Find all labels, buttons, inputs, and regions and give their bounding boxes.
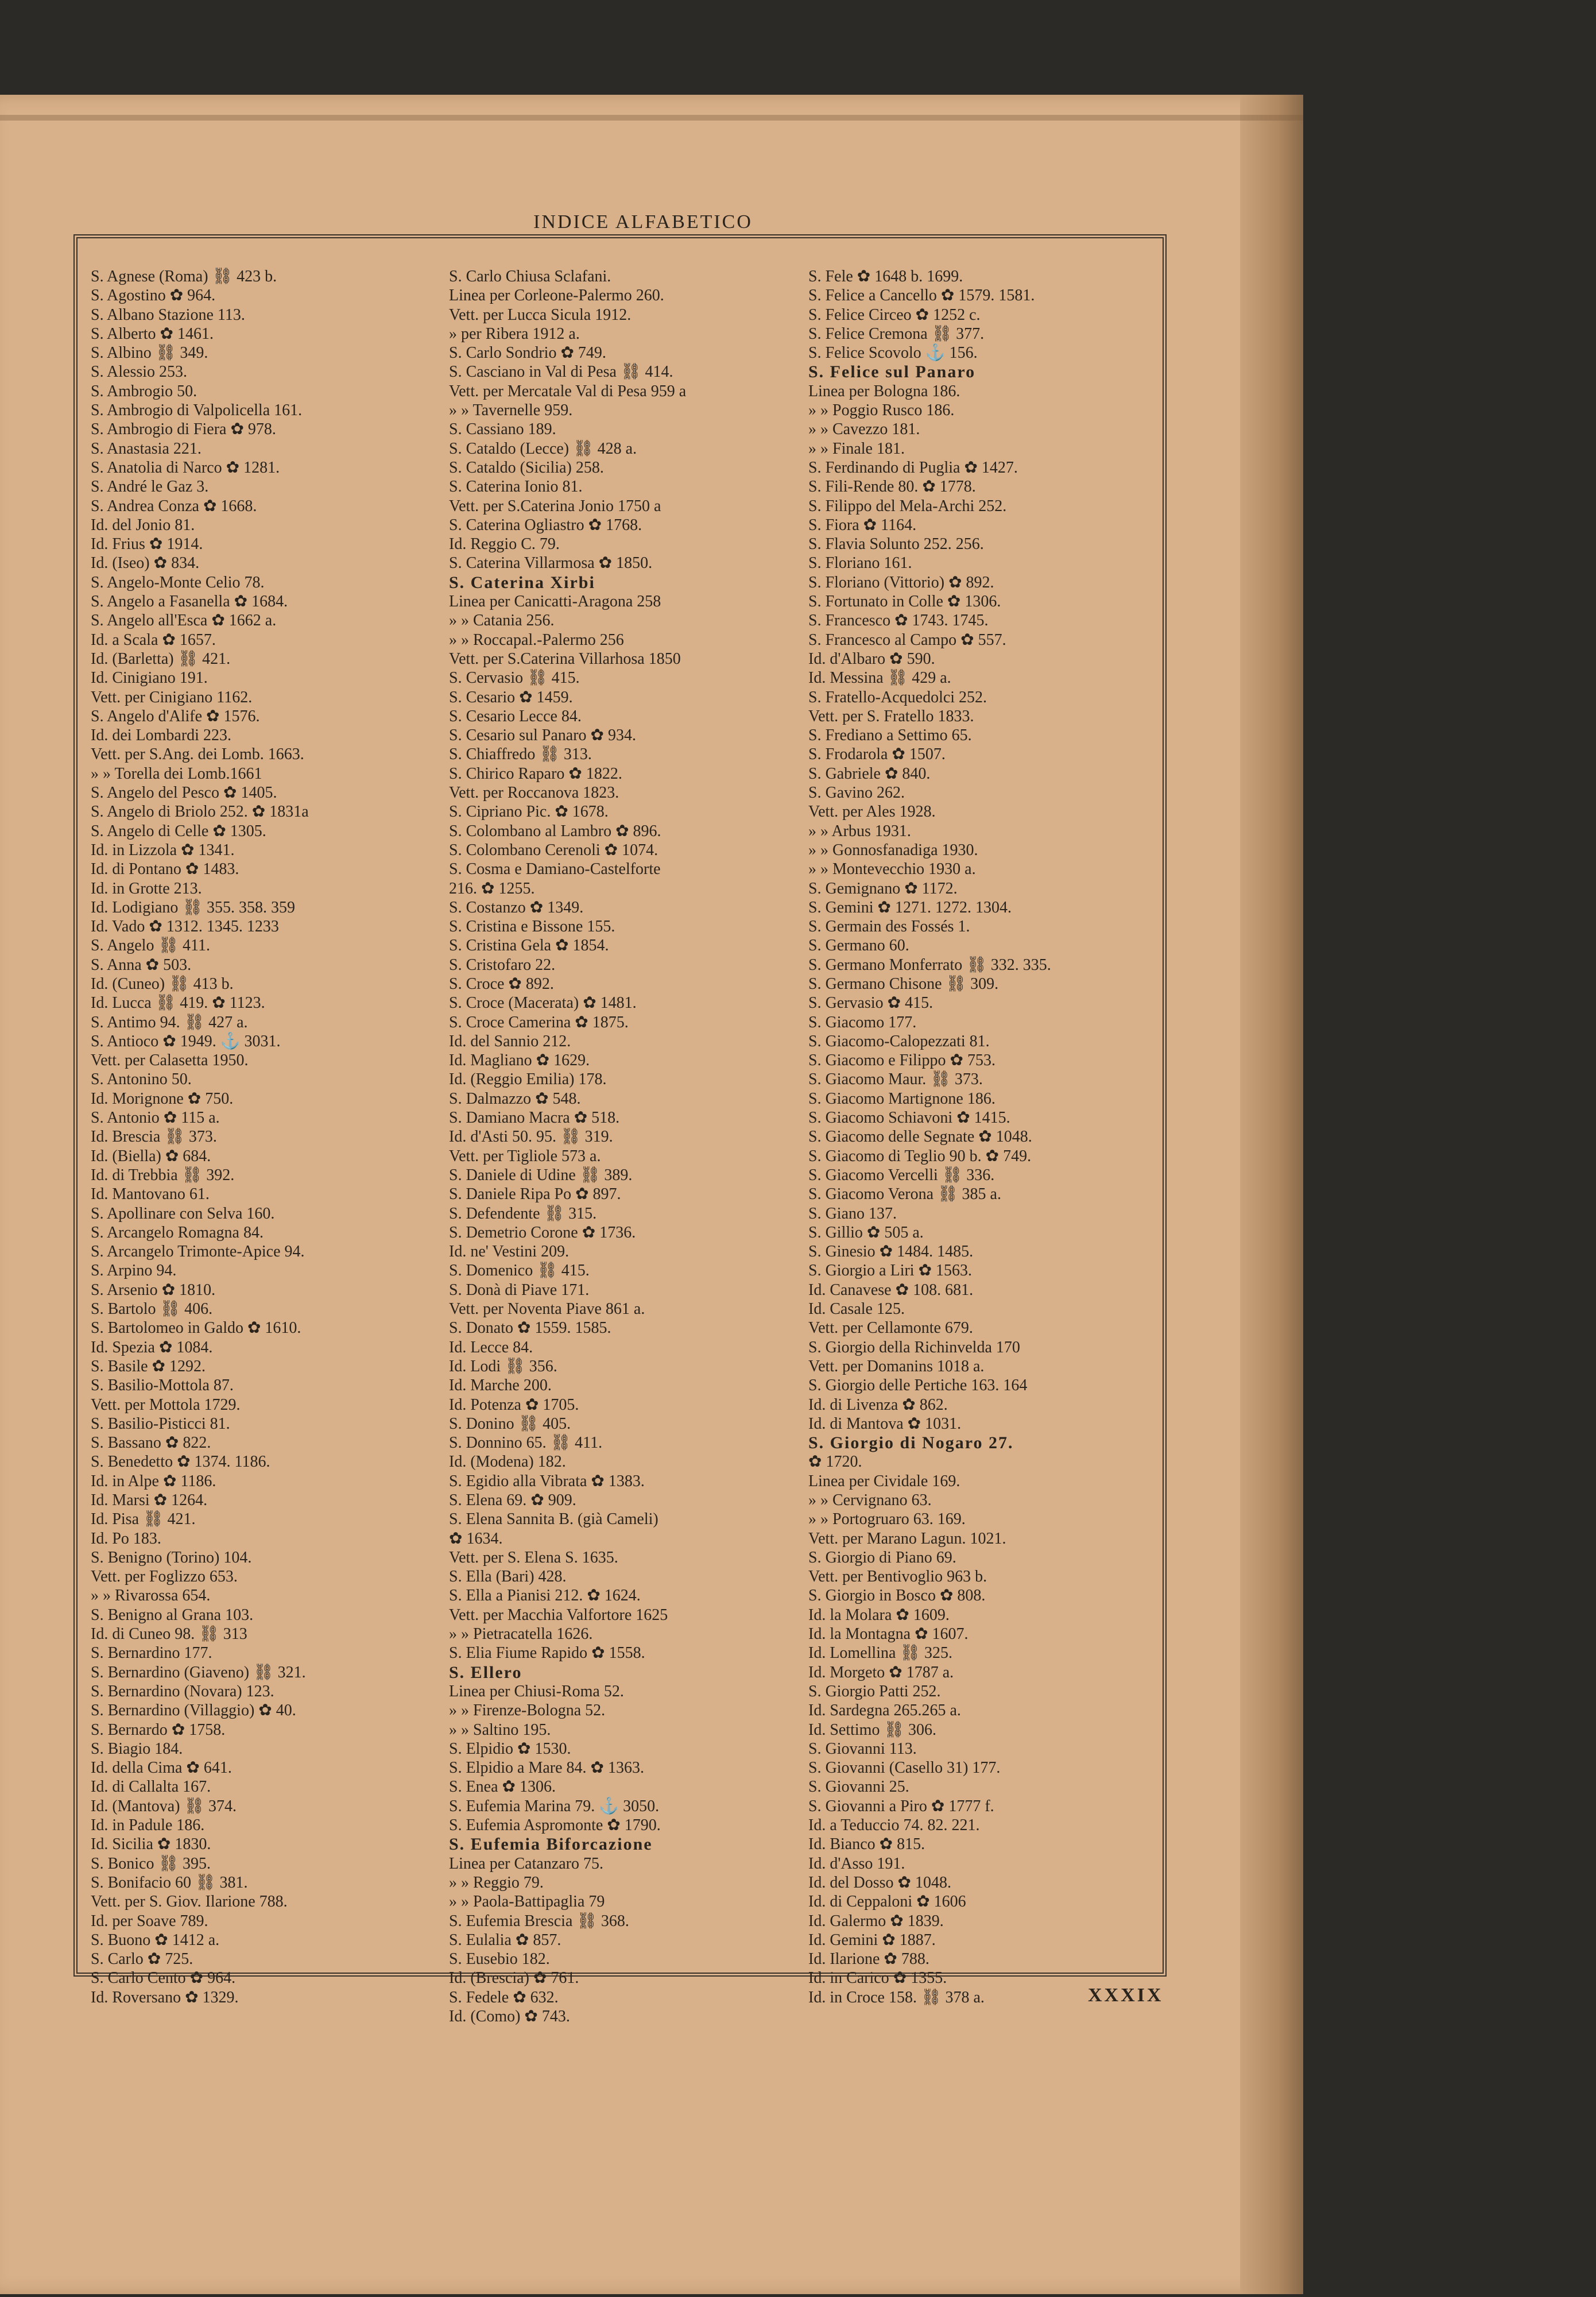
index-entry: Id. in Lizzola ✿ 1341. <box>91 841 235 859</box>
index-entry: S. Cesario sul Panaro ✿ 934. <box>449 726 636 745</box>
index-entry: S. Anastasia 221. <box>91 439 202 458</box>
index-entry: S. Angelo di Briolo 252. ✿ 1831a <box>91 803 309 821</box>
index-entry: Vett. per S. Fratello 1833. <box>808 707 974 725</box>
index-entry: S. Fiora ✿ 1164. <box>808 516 917 534</box>
index-entry: S. Arsenio ✿ 1810. <box>91 1281 216 1299</box>
index-entry: S. Giorgio delle Pertiche 163. 164 <box>808 1376 1028 1395</box>
index-entry: S. Albano Stazione 113. <box>91 306 245 324</box>
index-entry: S. Felice Scovolo ⚓ 156. <box>808 344 978 362</box>
index-entry: S. Egidio alla Vibrata ✿ 1383. <box>449 1472 645 1490</box>
index-entry: Linea per Canicatti-Aragona 258 <box>449 593 661 611</box>
index-entry: S. Ferdinando di Puglia ✿ 1427. <box>808 458 1018 477</box>
index-entry: » » Tavernelle 959. <box>449 401 573 420</box>
index-entry: Id. la Montagna ✿ 1607. <box>808 1625 969 1644</box>
index-entry: S. Agostino ✿ 964. <box>91 287 216 305</box>
index-entry: S. Ambrogio di Valpolicella 161. <box>91 401 303 420</box>
index-entry: S. Croce ✿ 892. <box>449 975 554 993</box>
index-entry: S. Eulalia ✿ 857. <box>449 1931 561 1949</box>
index-entry: Linea per Catanzaro 75. <box>449 1854 603 1873</box>
index-entry: S. Donnino 65. ⛓ 411. <box>449 1434 603 1452</box>
index-entry: S. Giovanni 113. <box>808 1739 917 1758</box>
index-column-3 <box>808 267 1153 2007</box>
index-entry: Id. Bianco ✿ 815. <box>808 1835 925 1854</box>
index-entry: Id. Brescia ⛓ 373. <box>91 1128 217 1146</box>
index-entry: S. Bernardino (Villaggio) ✿ 40. <box>91 1702 296 1720</box>
index-entry: Id. Marche 200. <box>449 1376 552 1395</box>
index-entry: S. Eufemia Biforcazione <box>449 1835 653 1854</box>
index-entry: Vett. per Lucca Sicula 1912. <box>449 306 632 324</box>
index-entry: Id. Magliano ✿ 1629. <box>449 1051 590 1070</box>
index-entry: Id. dei Lombardi 223. <box>91 726 231 745</box>
index-entry: Vett. per Macchia Valfortore 1625 <box>449 1606 668 1624</box>
index-entry: S. Basilio-Mottola 87. <box>91 1376 234 1395</box>
index-entry: S. Cristofaro 22. <box>449 956 556 974</box>
index-entry: S. Caterina Ionio 81. <box>449 478 583 496</box>
index-entry: Id. Sardegna 265.265 a. <box>808 1702 961 1720</box>
index-entry: Id. di Ceppaloni ✿ 1606 <box>808 1893 966 1911</box>
index-entry: S. Bonico ⛓ 395. <box>91 1854 211 1873</box>
index-entry: S. Alessio 253. <box>91 363 188 381</box>
index-entry: Id. di Mantova ✿ 1031. <box>808 1414 962 1433</box>
index-entry: S. Giacomo Schiavoni ✿ 1415. <box>808 1109 1010 1127</box>
page-number: XXXIX <box>1088 1985 1164 2006</box>
index-entry: S. Bartolomeo in Galdo ✿ 1610. <box>91 1319 301 1337</box>
index-entry: S. Germano Monferrato ⛓ 332. 335. <box>808 956 1051 974</box>
index-entry: S. Bonifacio 60 ⛓ 381. <box>91 1873 248 1892</box>
index-entry: Id. in Croce 158. ⛓ 378 a. <box>808 1988 985 2006</box>
index-entry: Id. Lodigiano ⛓ 355. 358. 359 <box>91 898 295 917</box>
index-entry: S. Frediano a Settimo 65. <box>808 726 972 745</box>
index-entry: Id. Ilarione ✿ 788. <box>808 1950 929 1969</box>
index-entry: S. Basile ✿ 1292. <box>91 1357 206 1375</box>
index-entry: S. Donino ⛓ 405. <box>449 1414 571 1433</box>
index-entry: Id. (Reggio Emilia) 178. <box>449 1070 607 1089</box>
index-entry: S. Giovanni (Casello 31) 177. <box>808 1759 1001 1777</box>
index-entry: Id. Vado ✿ 1312. 1345. 1233 <box>91 918 279 936</box>
page-title: INDICE ALFABETICO <box>533 211 753 233</box>
index-entry: S. Giacomo Verona ⛓ 385 a. <box>808 1185 1001 1204</box>
index-entry: Id. della Cima ✿ 641. <box>91 1759 232 1777</box>
index-entry: S. Alberto ✿ 1461. <box>91 324 214 343</box>
index-entry: S. Buono ✿ 1412 a. <box>91 1931 220 1949</box>
index-entry: S. Felice sul Panaro <box>808 362 976 382</box>
index-entry: » » Poggio Rusco 186. <box>808 401 955 420</box>
index-entry: S. Anatolia di Narco ✿ 1281. <box>91 458 280 477</box>
index-entry: S. André le Gaz 3. <box>91 478 209 496</box>
index-entry: S. Angelo all'Esca ✿ 1662 a. <box>91 612 277 630</box>
index-entry: S. Giovanni a Piro ✿ 1777 f. <box>808 1797 994 1815</box>
index-entry: S. Giacomo Vercelli ⛓ 336. <box>808 1166 995 1184</box>
index-entry: S. Fratello-Acquedolci 252. <box>808 688 987 706</box>
index-entry: S. Caterina Ogliastro ✿ 1768. <box>449 516 642 534</box>
index-entry: » » Rivarossa 654. <box>91 1587 211 1605</box>
index-entry: 216. ✿ 1255. <box>449 879 535 898</box>
index-entry: S. Elena 69. ✿ 909. <box>449 1491 576 1509</box>
index-entry: Id. ne' Vestini 209. <box>449 1243 570 1261</box>
index-entry: » » Catania 256. <box>449 612 555 630</box>
index-entry: S. Basilio-Pisticci 81. <box>91 1414 230 1433</box>
index-entry: Vett. per Mercatale Val di Pesa 959 a <box>449 382 687 400</box>
index-entry: S. Angelo d'Alife ✿ 1576. <box>91 707 260 725</box>
index-entry: Id. (Como) ✿ 743. <box>449 2008 570 2026</box>
index-entry: S. Domenico ⛓ 415. <box>449 1262 590 1280</box>
index-entry: S. Angelo-Monte Celio 78. <box>91 573 265 591</box>
index-entry: ✿ 1634. <box>449 1529 503 1548</box>
index-entry: Id. Gemini ✿ 1887. <box>808 1931 936 1949</box>
index-entry: Id. Galermo ✿ 1839. <box>808 1912 944 1930</box>
index-entry: S. Elpidio ✿ 1530. <box>449 1739 571 1758</box>
index-entry: » » Gonnosfanadiga 1930. <box>808 841 978 859</box>
index-entry: S. Cristina Gela ✿ 1854. <box>449 937 609 955</box>
index-entry: S. Ellero <box>449 1662 522 1682</box>
index-entry: S. Germano 60. <box>808 937 909 955</box>
index-entry: S. Giacomo 177. <box>808 1013 917 1031</box>
index-entry: Id. del Dosso ✿ 1048. <box>808 1873 952 1892</box>
index-entry: S. Felice a Cancello ✿ 1579. 1581. <box>808 287 1035 305</box>
index-entry: S. Apollinare con Selva 160. <box>91 1204 275 1223</box>
index-entry: S. Caterina Xirbi <box>449 573 595 592</box>
index-entry: S. Gillio ✿ 505 a. <box>808 1223 924 1242</box>
index-entry: Id. Lecce 84. <box>449 1338 533 1356</box>
index-entry: S. Elena Sannita B. (già Cameli) <box>449 1510 658 1529</box>
index-entry: Id. Po 183. <box>91 1529 161 1548</box>
page-top-shadow <box>0 115 1303 121</box>
index-entry: Vett. per S. Giov. Ilarione 788. <box>91 1893 288 1911</box>
index-entry: Vett. per S.Caterina Jonio 1750 a <box>449 497 661 515</box>
index-entry: S. Ambrogio 50. <box>91 382 197 400</box>
index-entry: » » Pietracatella 1626. <box>449 1625 593 1644</box>
index-entry: S. Elpidio a Mare 84. ✿ 1363. <box>449 1759 644 1777</box>
index-entry: S. Arpino 94. <box>91 1262 177 1280</box>
index-entry: S. Croce Camerina ✿ 1875. <box>449 1013 629 1031</box>
index-entry: Vett. per Tigliole 573 a. <box>449 1147 601 1165</box>
index-entry: » » Torella dei Lomb.1661 <box>91 764 262 783</box>
index-entry: Id. a Teduccio 74. 82. 221. <box>808 1816 980 1835</box>
index-entry: S. Felice Cremona ⛓ 377. <box>808 324 985 343</box>
index-entry: S. Giovanni 25. <box>808 1778 909 1796</box>
index-entry: S. Chirico Raparo ✿ 1822. <box>449 764 622 783</box>
index-entry: S. Filippo del Mela-Archi 252. <box>808 497 1007 515</box>
index-entry: S. Gervasio ✿ 415. <box>808 994 933 1012</box>
index-entry: Id. in Padule 186. <box>91 1816 205 1835</box>
index-entry: S. Biagio 184. <box>91 1739 183 1758</box>
index-entry: Id. Morgeto ✿ 1787 a. <box>808 1663 954 1681</box>
index-entry: S. Benigno al Grana 103. <box>91 1606 254 1624</box>
index-entry: S. Gabriele ✿ 840. <box>808 764 931 783</box>
index-entry: S. Carlo Sondrio ✿ 749. <box>449 344 606 362</box>
index-entry: Id. Potenza ✿ 1705. <box>449 1395 579 1414</box>
index-entry: Id. d'Asso 191. <box>808 1854 905 1873</box>
index-entry: S. Demetrio Corone ✿ 1736. <box>449 1223 636 1242</box>
index-entry: S. Colombano al Lambro ✿ 896. <box>449 822 661 840</box>
index-entry: S. Ambrogio di Fiera ✿ 978. <box>91 420 276 439</box>
index-entry: S. Angelo ⛓ 411. <box>91 937 210 955</box>
index-entry: S. Fili-Rende 80. ✿ 1778. <box>808 478 976 496</box>
index-entry: Id. Marsi ✿ 1264. <box>91 1491 208 1509</box>
index-entry: Id. Lodi ⛓ 356. <box>449 1357 557 1375</box>
index-entry: Id. Messina ⛓ 429 a. <box>808 669 951 687</box>
index-entry: S. Angelo di Celle ✿ 1305. <box>91 822 266 840</box>
index-entry: Id. la Molara ✿ 1609. <box>808 1606 950 1624</box>
index-entry: S. Cosma e Damiano-Castelforte <box>449 860 661 879</box>
index-entry: Id. (Cuneo) ⛓ 413 b. <box>91 975 234 993</box>
index-entry: Id. (Barletta) ⛓ 421. <box>91 649 231 668</box>
index-entry: Vett. per Noventa Piave 861 a. <box>449 1300 645 1318</box>
index-entry: Linea per Corleone-Palermo 260. <box>449 287 664 305</box>
index-entry: S. Germain des Fossés 1. <box>808 918 970 936</box>
index-entry: Id. Lucca ⛓ 419. ✿ 1123. <box>91 994 265 1012</box>
index-entry: Vett. per Foglizzo 653. <box>91 1568 238 1586</box>
index-entry: Vett. per Roccanova 1823. <box>449 784 619 802</box>
index-entry: S. Giacomo di Teglio 90 b. ✿ 749. <box>808 1147 1032 1165</box>
index-entry: Id. (Iseo) ✿ 834. <box>91 554 200 573</box>
index-entry: S. Daniele Ripa Po ✿ 897. <box>449 1185 621 1204</box>
page-edge <box>1240 95 1303 2294</box>
index-entry: Id. Cinigiano 191. <box>91 669 208 687</box>
index-entry: S. Cipriano Pic. ✿ 1678. <box>449 803 609 821</box>
index-entry: Id. Morignone ✿ 750. <box>91 1089 234 1108</box>
index-entry: Id. d'Asti 50. 95. ⛓ 319. <box>449 1128 613 1146</box>
index-entry: S. Floriano (Vittorio) ✿ 892. <box>808 573 994 591</box>
index-entry: S. Chiaffredo ⛓ 313. <box>449 745 592 764</box>
index-entry: S. Fele ✿ 1648 b. 1699. <box>808 268 963 285</box>
index-entry: S. Bernardino (Novara) 123. <box>91 1682 274 1700</box>
index-entry: S. Fortunato in Colle ✿ 1306. <box>808 593 1001 611</box>
index-entry: S. Costanzo ✿ 1349. <box>449 898 584 917</box>
index-entry: S. Colombano Cerenoli ✿ 1074. <box>449 841 658 859</box>
index-entry: S. Cataldo (Sicilia) 258. <box>449 458 604 477</box>
index-entry: S. Bernardino (Giaveno) ⛓ 321. <box>91 1663 306 1681</box>
index-entry: Id. di Cuneo 98. ⛓ 313 <box>91 1625 247 1644</box>
index-entry: » » Finale 181. <box>808 439 905 458</box>
index-entry: S. Arcangelo Romagna 84. <box>91 1223 264 1242</box>
index-entry: Id. Spezia ✿ 1084. <box>91 1338 213 1356</box>
index-entry: » » Portogruaro 63. 169. <box>808 1510 966 1529</box>
index-entry: Id. (Brescia) ✿ 761. <box>449 1969 579 1987</box>
index-entry: S. Bartolo ⛓ 406. <box>91 1300 213 1318</box>
index-entry: S. Croce (Macerata) ✿ 1481. <box>449 994 637 1012</box>
index-entry: S. Cesario ✿ 1459. <box>449 688 573 706</box>
index-entry: S. Giacomo Martignone 186. <box>808 1089 995 1108</box>
index-entry: Vett. per Ales 1928. <box>808 803 936 821</box>
index-entry: Vett. per S. Elena S. 1635. <box>449 1548 618 1567</box>
index-entry: ✿ 1720. <box>808 1453 862 1471</box>
index-entry: S. Cervasio ⛓ 415. <box>449 669 580 687</box>
index-entry: Id. di Callalta 167. <box>91 1778 211 1796</box>
index-entry: S. Antimo 94. ⛓ 427 a. <box>91 1013 248 1031</box>
index-entry: S. Ella a Pianisi 212. ✿ 1624. <box>449 1587 641 1605</box>
index-entry: S. Antonio ✿ 115 a. <box>91 1109 220 1127</box>
index-entry: S. Carlo Cento ✿ 964. <box>91 1969 236 1987</box>
index-entry: S. Ginesio ✿ 1484. 1485. <box>808 1243 974 1261</box>
index-entry: S. Enea ✿ 1306. <box>449 1778 556 1796</box>
index-entry: S. Bernardo ✿ 1758. <box>91 1720 226 1739</box>
index-entry: S. Carlo Chiusa Sclafani. <box>449 268 611 285</box>
index-entry: Linea per Chiusi-Roma 52. <box>449 1682 624 1700</box>
index-entry: S. Cataldo (Lecce) ⛓ 428 a. <box>449 439 637 458</box>
index-entry: » per Ribera 1912 a. <box>449 324 580 343</box>
index-entry: S. Agnese (Roma) ⛓ 423 b. <box>91 268 277 285</box>
index-entry: S. Frodarola ✿ 1507. <box>808 745 946 764</box>
index-entry: Id. Settimo ⛓ 306. <box>808 1720 936 1739</box>
index-entry: S. Giorgio della Richinvelda 170 <box>808 1338 1020 1356</box>
index-entry: S. Giorgio a Liri ✿ 1563. <box>808 1262 973 1280</box>
index-entry: S. Francesco ✿ 1743. 1745. <box>808 612 989 630</box>
index-entry: » » Roccapal.-Palermo 256 <box>449 631 624 649</box>
index-entry: Vett. per Mottola 1729. <box>91 1395 241 1414</box>
index-entry: » » Cavezzo 181. <box>808 420 920 439</box>
index-entry: Vett. per Cinigiano 1162. <box>91 688 253 706</box>
index-entry: Vett. per S.Caterina Villarhosa 1850 <box>449 649 681 668</box>
index-entry: Id. Lomellina ⛓ 325. <box>808 1644 952 1662</box>
index-entry: S. Giorgio di Nogaro 27. <box>808 1433 1014 1453</box>
index-entry: S. Giacomo delle Segnate ✿ 1048. <box>808 1128 1032 1146</box>
index-entry: Linea per Cividale 169. <box>808 1472 960 1490</box>
index-entry: S. Cassiano 189. <box>449 420 556 439</box>
index-entry: S. Giorgio in Bosco ✿ 808. <box>808 1587 986 1605</box>
index-entry: » » Arbus 1931. <box>808 822 911 840</box>
index-entry: Id. di Livenza ✿ 862. <box>808 1395 948 1414</box>
index-entry: S. Giacomo Maur. ⛓ 373. <box>808 1070 983 1089</box>
index-entry: S. Giorgio Patti 252. <box>808 1682 941 1700</box>
index-entry: Vett. per S.Ang. dei Lomb. 1663. <box>91 745 304 764</box>
index-entry: Id. in Grotte 213. <box>91 879 202 898</box>
index-entry: S. Fedele ✿ 632. <box>449 1988 559 2006</box>
index-entry: S. Daniele di Udine ⛓ 389. <box>449 1166 633 1184</box>
index-entry: Id. (Biella) ✿ 684. <box>91 1147 211 1165</box>
index-entry: S. Donato ✿ 1559. 1585. <box>449 1319 611 1337</box>
index-entry: S. Giano 137. <box>808 1204 897 1223</box>
index-entry: S. Felice Circeo ✿ 1252 c. <box>808 306 981 324</box>
index-entry: » » Montevecchio 1930 a. <box>808 860 976 879</box>
index-entry: S. Dalmazzo ✿ 548. <box>449 1089 581 1108</box>
index-entry: S. Giacomo e Filippo ✿ 753. <box>808 1051 996 1070</box>
index-entry: Id. Casale 125. <box>808 1300 905 1318</box>
index-entry: Vett. per Domanins 1018 a. <box>808 1357 985 1375</box>
index-entry: S. Gemini ✿ 1271. 1272. 1304. <box>808 898 1012 917</box>
index-entry: S. Casciano in Val di Pesa ⛓ 414. <box>449 363 673 381</box>
index-entry: Id. d'Albaro ✿ 590. <box>808 649 935 668</box>
index-entry: S. Germano Chisone ⛓ 309. <box>808 975 999 993</box>
index-entry: S. Benedetto ✿ 1374. 1186. <box>91 1453 270 1471</box>
index-entry: Id. a Scala ✿ 1657. <box>91 631 216 649</box>
index-entry: S. Benigno (Torino) 104. <box>91 1548 252 1567</box>
index-entry: S. Eufemia Marina 79. ⚓ 3050. <box>449 1797 660 1815</box>
index-column-1 <box>91 267 435 2007</box>
index-entry: S. Angelo del Pesco ✿ 1405. <box>91 784 277 802</box>
index-entry: » » Saltino 195. <box>449 1720 551 1739</box>
index-entry: S. Eusebio 182. <box>449 1950 550 1969</box>
index-entry: Id. di Trebbia ⛓ 392. <box>91 1166 235 1184</box>
index-entry: Id. in Carico ✿ 1355. <box>808 1969 947 1987</box>
index-column-2 <box>449 267 793 2026</box>
index-entry: Id. Reggio C. 79. <box>449 535 560 554</box>
index-entry: Id. (Mantova) ⛓ 374. <box>91 1797 237 1815</box>
index-entry: S. Caterina Villarmosa ✿ 1850. <box>449 554 653 573</box>
index-entry: Vett. per Bentivoglio 963 b. <box>808 1568 987 1586</box>
index-entry: » » Firenze-Bologna 52. <box>449 1702 606 1720</box>
index-entry: Id. di Pontano ✿ 1483. <box>91 860 239 879</box>
index-entry: S. Gemignano ✿ 1172. <box>808 879 958 898</box>
index-entry: Id. per Soave 789. <box>91 1912 208 1930</box>
index-entry: Vett. per Marano Lagun. 1021. <box>808 1529 1006 1548</box>
index-entry: S. Cesario Lecce 84. <box>449 707 582 725</box>
index-entry: Vett. per Cellamonte 679. <box>808 1319 973 1337</box>
index-entry: S. Flavia Solunto 252. 256. <box>808 535 984 554</box>
index-entry: Id. Roversano ✿ 1329. <box>91 1988 239 2006</box>
index-entry: S. Defendente ⛓ 315. <box>449 1204 597 1223</box>
index-entry: S. Damiano Macra ✿ 518. <box>449 1109 620 1127</box>
index-entry: Id. Canavese ✿ 108. 681. <box>808 1281 974 1299</box>
index-entry: Id. del Jonio 81. <box>91 516 195 534</box>
index-entry: » » Cervignano 63. <box>808 1491 932 1509</box>
index-entry: S. Bassano ✿ 822. <box>91 1434 211 1452</box>
index-entry: Id. Pisa ⛓ 421. <box>91 1510 196 1529</box>
index-entry: Id. in Alpe ✿ 1186. <box>91 1472 216 1490</box>
index-entry: Id. del Sannio 212. <box>449 1032 571 1050</box>
index-entry: S. Arcangelo Trimonte-Apice 94. <box>91 1243 305 1261</box>
index-entry: S. Ella (Bari) 428. <box>449 1568 567 1586</box>
index-entry: S. Carlo ✿ 725. <box>91 1950 193 1969</box>
index-entry: S. Francesco al Campo ✿ 557. <box>808 631 1006 649</box>
index-entry: S. Donà di Piave 171. <box>449 1281 590 1299</box>
index-entry: S. Giacomo-Calopezzati 81. <box>808 1032 990 1050</box>
index-entry: S. Eufemia Aspromonte ✿ 1790. <box>449 1816 661 1835</box>
index-entry: S. Bernardino 177. <box>91 1644 212 1662</box>
index-entry: S. Cristina e Bissone 155. <box>449 918 615 936</box>
index-entry: S. Elia Fiume Rapido ✿ 1558. <box>449 1644 645 1662</box>
index-entry: Linea per Bologna 186. <box>808 382 960 400</box>
index-entry: S. Floriano 161. <box>808 554 912 573</box>
index-entry: S. Andrea Conza ✿ 1668. <box>91 497 257 515</box>
index-entry: » » Reggio 79. <box>449 1873 544 1892</box>
index-entry: S. Albino ⛓ 349. <box>91 344 208 362</box>
index-entry: » » Paola-Battipaglia 79 <box>449 1893 605 1911</box>
index-entry: Id. Sicilia ✿ 1830. <box>91 1835 211 1854</box>
index-entry: Id. Frius ✿ 1914. <box>91 535 203 554</box>
index-entry: S. Antioco ✿ 1949. ⚓ 3031. <box>91 1032 281 1050</box>
index-entry: Vett. per Calasetta 1950. <box>91 1051 249 1070</box>
index-entry: S. Angelo a Fasanella ✿ 1684. <box>91 593 288 611</box>
index-entry: S. Anna ✿ 503. <box>91 956 192 974</box>
index-entry: S. Giorgio di Piano 69. <box>808 1548 956 1567</box>
index-entry: S. Antonino 50. <box>91 1070 192 1089</box>
index-entry: S. Eufemia Brescia ⛓ 368. <box>449 1912 629 1930</box>
index-entry: S. Gavino 262. <box>808 784 905 802</box>
index-entry: Id. Mantovano 61. <box>91 1185 210 1204</box>
index-entry: Id. (Modena) 182. <box>449 1453 566 1471</box>
